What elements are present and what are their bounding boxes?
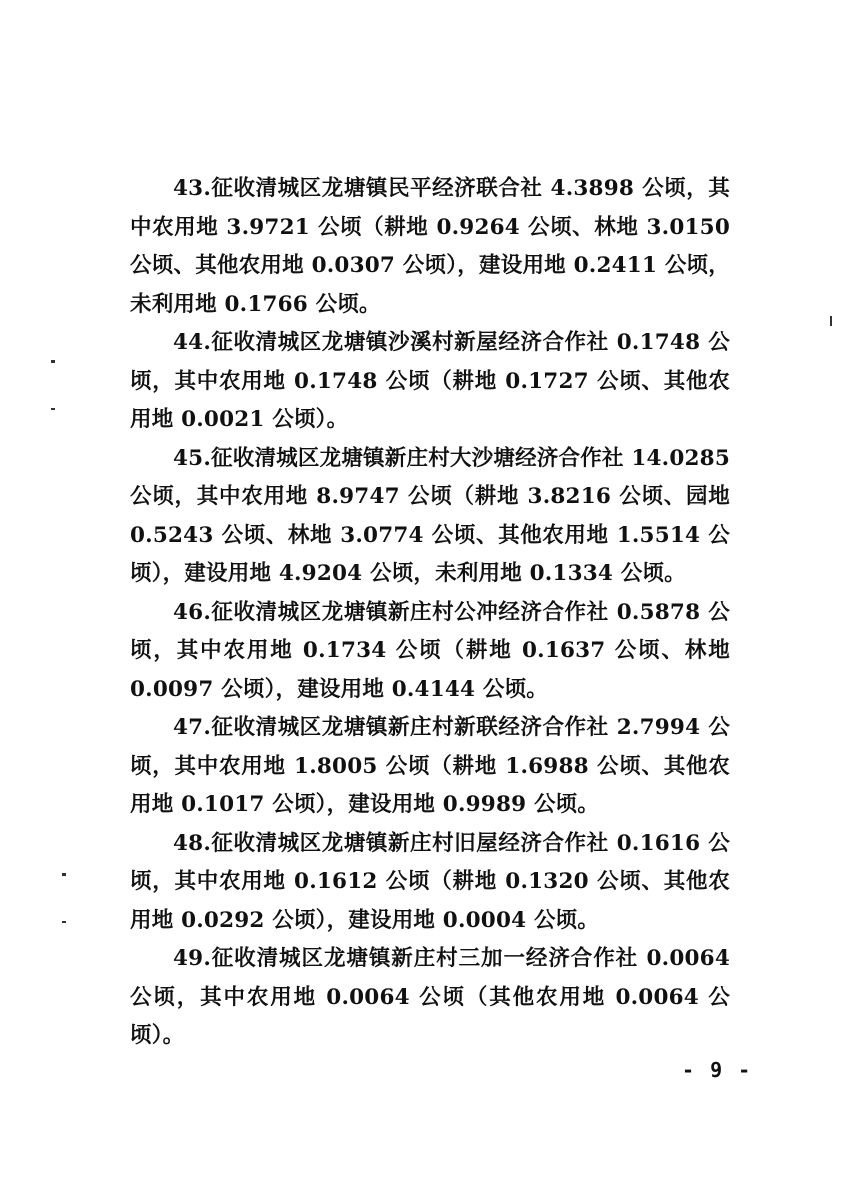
- paragraph-item-49: 49.征收清城区龙塘镇新庄村三加一经济合作社 0.0064 公顷，其中农用地 0.0064 公顷（其他农用地 0.0064 公顷）。: [130, 946, 730, 1048]
- scan-mark: [51, 408, 55, 410]
- paragraph-item-46: 46.征收清城区龙塘镇新庄村公冲经济合作社 0.5878 公顷，其中农用地 0.1734 公顷（耕地 0.1637 公顷、林地 0.0097 公顷），建设用地 0.4144 公顷。: [130, 599, 730, 702]
- paragraph-item-47: 47.征收清城区龙塘镇新庄村新联经济合作社 2.7994 公顷，其中农用地 1.8005 公顷（耕地 1.6988 公顷、其他农用地 0.1017 公顷），建设用地 0.9989 公顷。: [130, 715, 730, 817]
- paragraph-item-43: 43.征收清城区龙塘镇民平经济联合社 4.3898 公顷，其中农用地 3.9721 公顷（耕地 0.9264 公顷、林地 3.0150 公顷、其他农用地 0.0307 公顷），建设用地 0.2411 公顷，未利用地 0.1766 公顷。: [130, 176, 730, 317]
- document-body: [130, 170, 730, 1056]
- scan-mark: [62, 873, 66, 876]
- scan-mark: [51, 360, 55, 363]
- scan-mark: [62, 921, 66, 923]
- paragraph-item-48: 48.征收清城区龙塘镇新庄村旧屋经济合作社 0.1616 公顷，其中农用地 0.1612 公顷（耕地 0.1320 公顷、其他农用地 0.0292 公顷），建设用地 0.0004 公顷。: [130, 830, 730, 933]
- scan-mark: [830, 316, 832, 326]
- page-number: - 9 -: [682, 1058, 753, 1082]
- paragraph-item-44: 44.征收清城区龙塘镇沙溪村新屋经济合作社 0.1748 公顷，其中农用地 0.1748 公顷（耕地 0.1727 公顷、其他农用地 0.0021 公顷）。: [130, 330, 730, 432]
- paragraph-item-45: 45.征收清城区龙塘镇新庄村大沙塘经济合作社 14.0285 公顷，其中农用地 8.9747 公顷（耕地 3.8216 公顷、园地 0.5243 公顷、林地 3.0774 公顷、其他农用地 1.5514 公顷），建设用地 4.9204 公顷，未利用地 0.1334 公顷。: [130, 445, 730, 586]
